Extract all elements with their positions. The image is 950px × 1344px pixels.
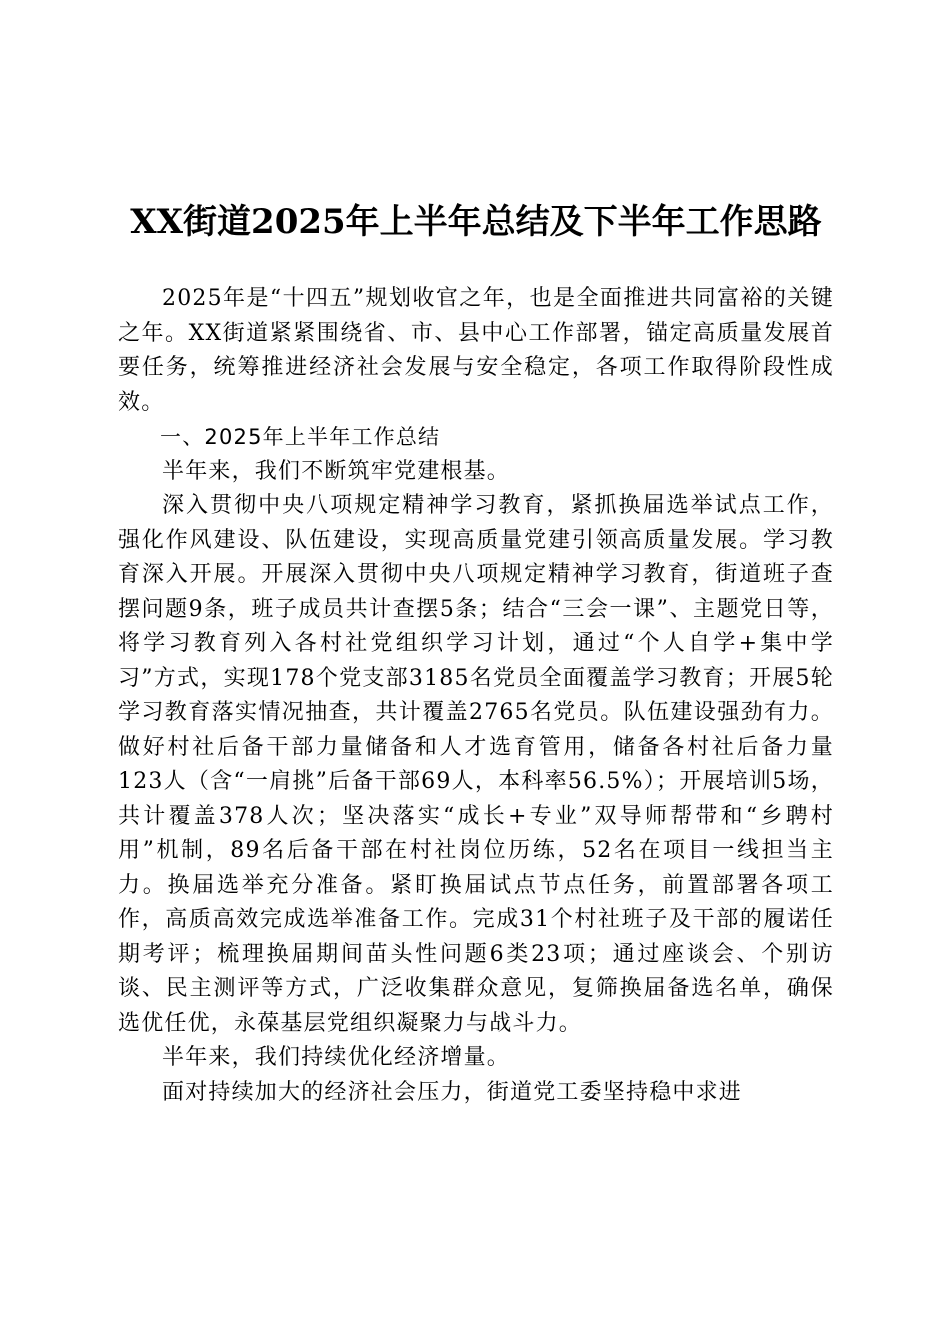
section-heading: 一、2025年上半年工作总结 bbox=[160, 425, 441, 449]
party-building-lead: 半年来，我们不断筑牢党建根基。 bbox=[162, 458, 511, 484]
document-body bbox=[118, 282, 834, 1110]
economy-paragraph: 面对持续加大的经济社会压力，街道党工委坚持稳中求进 bbox=[162, 1079, 743, 1105]
party-building-paragraph: 深入贯彻中央八项规定精神学习教育，紧抓换届选举试点工作，强化作风建设、队伍建设，实现高质量党建引领高质量发展。学习教育深入开展。开展深入贯彻中央八项规定精神学习教育，街道班子查摆问题9条，班子成员共计查摆5条；结合“三会一课”、主题党日等，将学习教育列入各村社党组织学习计划，通过“个人自学+集中学习”方式，实现178个党支部3185名党员全面覆盖学习教育；开展5轮学习教育落实情况抽查，共计覆盖2765名党员。队伍建设强劲有力。做好村社后备干部力量储备和人才选育管用，储备各村社后备力量123人（含“一肩挑”后备干部69人，本科率56.5%）；开展培训5场，共计覆盖378人次；坚决落实“成长+专业”双导师帮带和“乡聘村用”机制，89名后备干部在村社岗位历练，52名在项目一线担当主力。换届选举充分准备。紧盯换届试点节点任务，前置部署各项工作，高质高效完成选举准备工作。完成31个村社班子及干部的履诺任期考评；梳理换届期间苗头性问题6类23项；通过座谈会、个别访谈、民主测评等方式，广泛收集群众意见，复筛换届备选名单，确保选优任优，永葆基层党组织凝聚力与战斗力。 bbox=[118, 493, 834, 1036]
intro-paragraph: 2025年是“十四五”规划收官之年，也是全面推进共同富裕的关键之年。XX街道紧紧围绕省、市、县中心工作部署，锚定高质量发展首要任务，统筹推进经济社会发展与安全稳定，各项工作取得阶段性成效。 bbox=[118, 286, 834, 415]
economy-lead: 半年来，我们持续优化经济增量。 bbox=[162, 1045, 511, 1070]
document-title: XX街道2025年上半年总结及下半年工作思路 bbox=[130, 202, 822, 242]
